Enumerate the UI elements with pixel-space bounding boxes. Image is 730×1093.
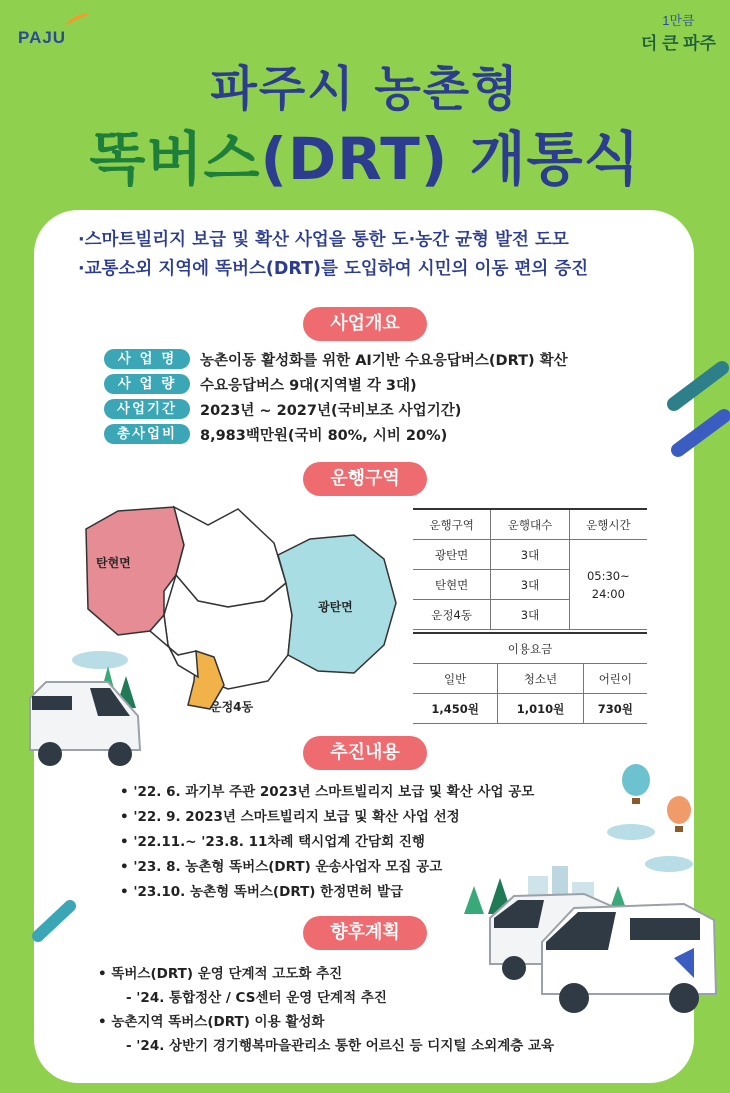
ops-cell: 3대 xyxy=(491,570,570,600)
fare-title: 이용요금 xyxy=(413,633,647,664)
stripe-decoration-left xyxy=(30,896,80,946)
ops-cell: 탄현면 xyxy=(413,570,491,600)
list-subitem: - '24. 상반기 경기행복마을관리소 통한 어르신 등 디지털 소외계층 교육 xyxy=(126,1038,555,1054)
minibus-icon-right-front xyxy=(534,898,718,1018)
minibus-icon-left xyxy=(26,676,146,772)
plan-list xyxy=(98,962,554,1058)
list-item: • 똑버스(DRT) 운영 단계적 고도화 추진 xyxy=(98,966,343,982)
list-item: • '23.10. 농촌형 똑버스(DRT) 한정면허 발급 xyxy=(120,884,404,900)
ops-time-end: 24:00 xyxy=(591,586,625,601)
ops-cell: 3대 xyxy=(491,540,570,570)
intro-line-1: ·스마트빌리지 보급 및 확산 사업을 통한 도·농간 균형 발전 도모 xyxy=(78,230,569,250)
overview-row xyxy=(104,348,568,370)
stripe-decoration-right xyxy=(662,360,730,460)
section-overview-header: 사업개요 xyxy=(303,307,427,341)
fare-header: 청소년 xyxy=(498,664,584,694)
fare-value: 1,010원 xyxy=(498,694,584,724)
fare-value: 1,450원 xyxy=(413,694,498,724)
list-item: • 농촌지역 똑버스(DRT) 이용 활성화 xyxy=(98,1014,325,1030)
section-plan-header: 향후계획 xyxy=(303,916,427,950)
title-line-2 xyxy=(0,112,730,196)
hot-air-balloon-icon xyxy=(618,764,654,808)
overview-value: 농촌이동 활성화를 위한 AI기반 수요응답버스(DRT) 확산 xyxy=(200,352,568,369)
cloud-icon xyxy=(606,820,656,842)
paju-logo xyxy=(18,28,66,48)
list-item: • '23. 8. 농촌형 똑버스(DRT) 운송사업자 모집 공고 xyxy=(120,859,443,875)
overview-label: 사 업 명 xyxy=(104,349,190,369)
overview-value: 수요응답버스 9대(지역별 각 3대) xyxy=(200,377,417,394)
slogan-logo xyxy=(641,10,716,54)
list-item: • '22. 6. 과기부 주관 2023년 스마트빌리지 보급 및 확산 사업 공모 xyxy=(120,784,535,800)
section-progress-header: 추진내용 xyxy=(303,736,427,770)
progress-list xyxy=(120,780,534,905)
overview-label: 총사업비 xyxy=(104,424,190,444)
list-subitem: - '24. 통합정산 / CS센터 운영 단계적 추진 xyxy=(126,990,387,1006)
ops-time-start: 05:30~ xyxy=(586,568,630,583)
fare-header: 일반 xyxy=(413,664,498,694)
title-line-1: 파주시 농촌형 xyxy=(210,61,520,117)
intro-line-2: ·교통소외 지역에 똑버스(DRT)를 도입하여 시민의 이동 편의 증진 xyxy=(78,259,589,279)
hot-air-balloon-icon xyxy=(664,796,694,836)
fare-value: 730원 xyxy=(583,694,647,724)
operations-table xyxy=(413,508,647,630)
section-area-header: 운행구역 xyxy=(303,462,427,496)
list-item: • '22.11.~ '23.8. 11차례 택시업계 간담회 진행 xyxy=(120,834,425,850)
overview-row xyxy=(104,398,461,420)
list-item: • '22. 9. 2023년 스마트빌리지 보급 및 확산 사업 선정 xyxy=(120,809,460,825)
overview-label: 사업기간 xyxy=(104,399,190,419)
ops-header-area: 운행구역 xyxy=(413,509,491,540)
overview-row xyxy=(104,423,447,445)
ops-cell: 광탄면 xyxy=(413,540,491,570)
overview-row xyxy=(104,373,417,395)
fare-table xyxy=(413,632,647,724)
slogan-bottom: 더 큰 파주 xyxy=(640,34,716,53)
title-drt-ceremony: (DRT) 개통식 xyxy=(260,125,641,193)
map-label-unjeong: 운정4동 xyxy=(210,700,254,714)
ops-time-cell xyxy=(569,540,647,630)
overview-value: 2023년 ~ 2027년(국비보조 사업기간) xyxy=(200,402,462,419)
overview-label: 사 업 량 xyxy=(104,374,190,394)
map-label-gwangtan: 광탄면 xyxy=(318,600,353,614)
title-ddokbus: 똑버스 xyxy=(89,125,261,193)
ops-header-count: 운행대수 xyxy=(491,509,570,540)
slogan-top: 1만큼 xyxy=(662,13,695,28)
ops-cell: 운정4동 xyxy=(413,600,491,630)
map-label-tanhyeon: 탄현면 xyxy=(96,556,131,570)
fare-header: 어린이 xyxy=(583,664,647,694)
leaf-icon xyxy=(62,12,92,28)
ops-cell: 3대 xyxy=(491,600,570,630)
ops-header-time: 운행시간 xyxy=(569,509,647,540)
overview-value: 8,983백만원(국비 80%, 시비 20%) xyxy=(200,427,448,444)
intro-text xyxy=(78,226,588,284)
paju-logo-text: PAJU xyxy=(18,28,67,47)
